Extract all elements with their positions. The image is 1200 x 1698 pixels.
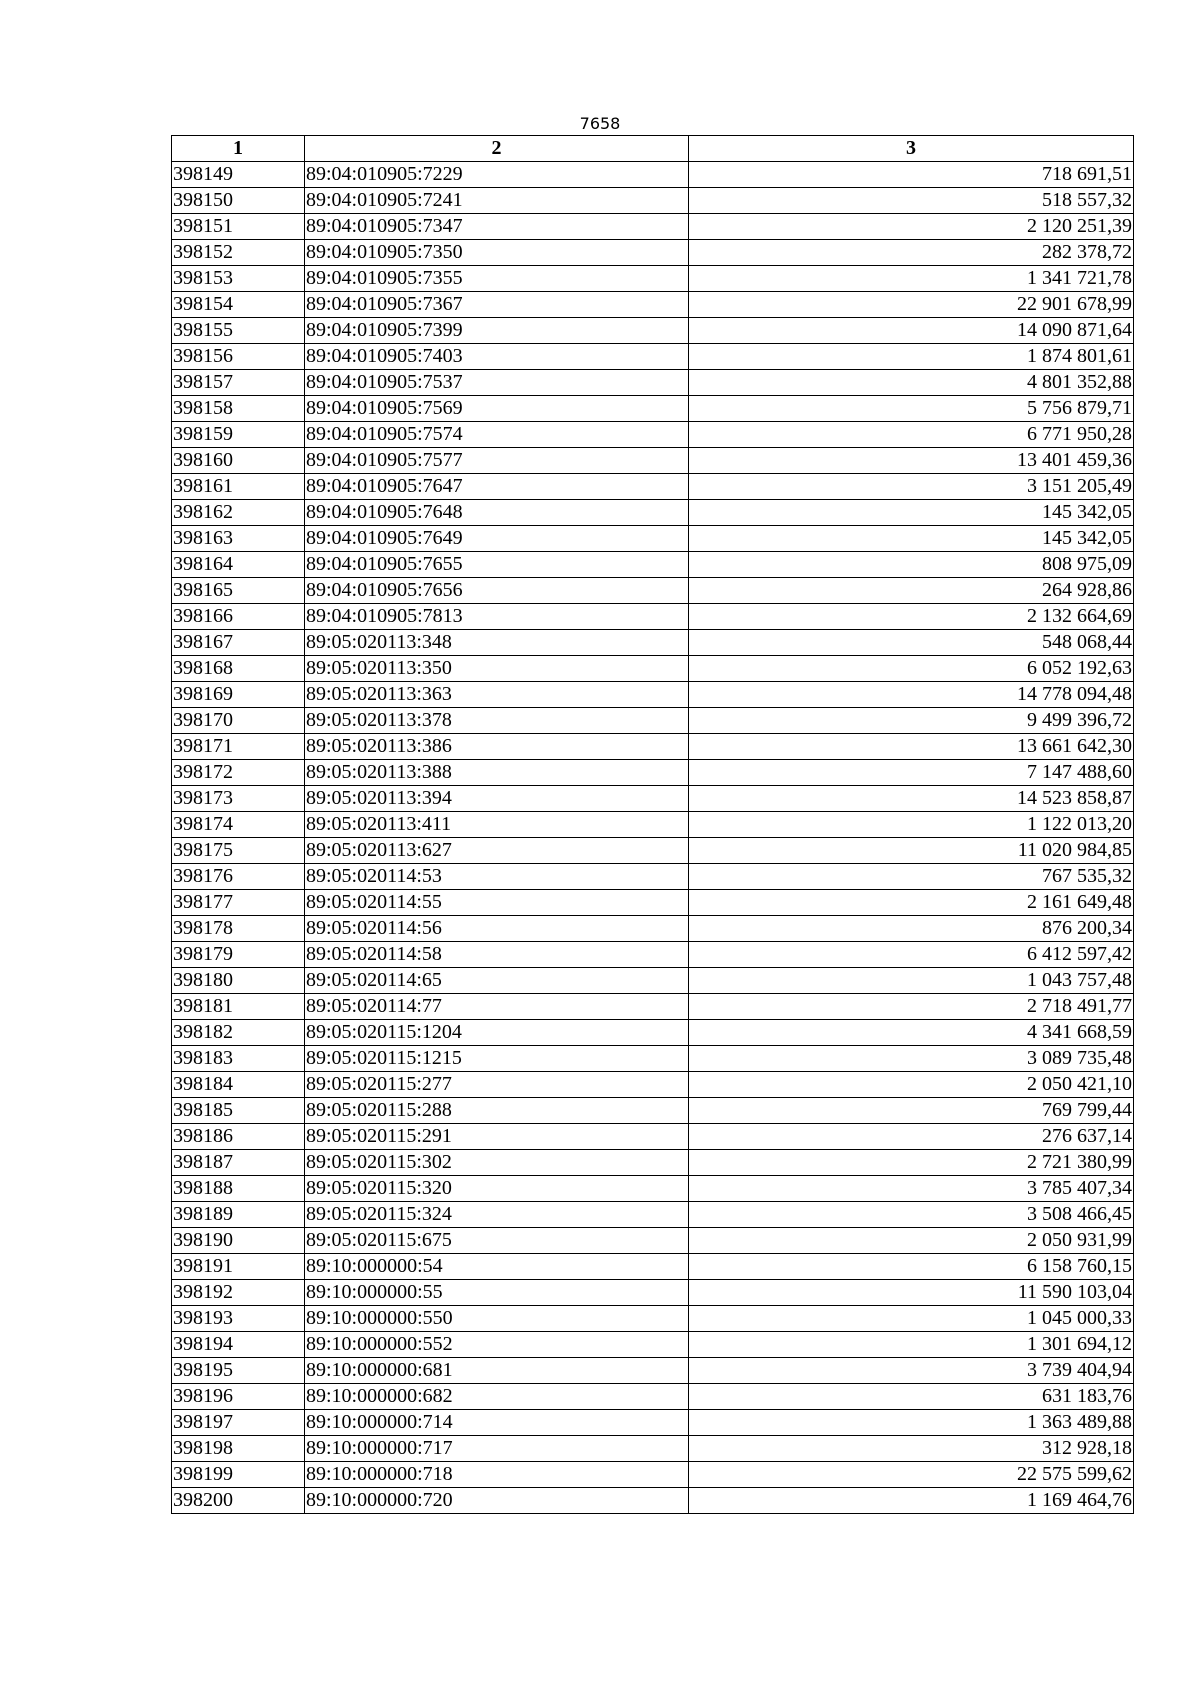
table-body [172, 162, 1134, 1514]
cadastral-number-cell: 89:04:010905:7403 [305, 344, 689, 370]
cadastral-number-cell: 89:04:010905:7577 [305, 448, 689, 474]
row-number-cell: 398199 [172, 1462, 305, 1488]
value-cell: 769 799,44 [689, 1098, 1134, 1124]
cadastral-number-cell: 89:10:000000:720 [305, 1488, 689, 1514]
cadastral-number-cell: 89:05:020114:56 [305, 916, 689, 942]
cadastral-number-cell: 89:10:000000:717 [305, 1436, 689, 1462]
table-row [172, 292, 1134, 318]
table-row [172, 422, 1134, 448]
row-number-cell: 398166 [172, 604, 305, 630]
value-cell: 2 050 931,99 [689, 1228, 1134, 1254]
row-number-cell: 398192 [172, 1280, 305, 1306]
row-number-cell: 398185 [172, 1098, 305, 1124]
value-cell: 2 721 380,99 [689, 1150, 1134, 1176]
value-cell: 3 739 404,94 [689, 1358, 1134, 1384]
table-row [172, 916, 1134, 942]
cadastral-number-cell: 89:04:010905:7656 [305, 578, 689, 604]
registry-table [171, 135, 1134, 1514]
table-row [172, 474, 1134, 500]
table-row [172, 1384, 1134, 1410]
table-row [172, 1280, 1134, 1306]
table-row [172, 1410, 1134, 1436]
row-number-cell: 398163 [172, 526, 305, 552]
value-cell: 1 301 694,12 [689, 1332, 1134, 1358]
value-cell: 718 691,51 [689, 162, 1134, 188]
table-header [172, 136, 1134, 162]
cadastral-number-cell: 89:05:020114:77 [305, 994, 689, 1020]
value-cell: 276 637,14 [689, 1124, 1134, 1150]
value-cell: 7 147 488,60 [689, 760, 1134, 786]
row-number-cell: 398183 [172, 1046, 305, 1072]
cadastral-number-cell: 89:05:020115:1204 [305, 1020, 689, 1046]
row-number-cell: 398194 [172, 1332, 305, 1358]
value-cell: 14 523 858,87 [689, 786, 1134, 812]
table-row [172, 942, 1134, 968]
value-cell: 631 183,76 [689, 1384, 1134, 1410]
value-cell: 13 661 642,30 [689, 734, 1134, 760]
cadastral-number-cell: 89:04:010905:7367 [305, 292, 689, 318]
row-number-cell: 398181 [172, 994, 305, 1020]
value-cell: 2 050 421,10 [689, 1072, 1134, 1098]
cadastral-number-cell: 89:05:020113:378 [305, 708, 689, 734]
table-row [172, 968, 1134, 994]
row-number-cell: 398186 [172, 1124, 305, 1150]
row-number-cell: 398167 [172, 630, 305, 656]
cadastral-number-cell: 89:04:010905:7537 [305, 370, 689, 396]
cadastral-number-cell: 89:10:000000:681 [305, 1358, 689, 1384]
row-number-cell: 398156 [172, 344, 305, 370]
value-cell: 6 052 192,63 [689, 656, 1134, 682]
row-number-cell: 398195 [172, 1358, 305, 1384]
row-number-cell: 398198 [172, 1436, 305, 1462]
cadastral-number-cell: 89:04:010905:7229 [305, 162, 689, 188]
cadastral-number-cell: 89:04:010905:7355 [305, 266, 689, 292]
value-cell: 145 342,05 [689, 500, 1134, 526]
cadastral-number-cell: 89:10:000000:714 [305, 1410, 689, 1436]
value-cell: 3 151 205,49 [689, 474, 1134, 500]
cadastral-number-cell: 89:05:020114:58 [305, 942, 689, 968]
table-row [172, 890, 1134, 916]
table-row [172, 1124, 1134, 1150]
table-row [172, 1150, 1134, 1176]
cadastral-number-cell: 89:05:020114:65 [305, 968, 689, 994]
table-row [172, 1436, 1134, 1462]
table-row [172, 1072, 1134, 1098]
table-row [172, 864, 1134, 890]
cadastral-number-cell: 89:04:010905:7649 [305, 526, 689, 552]
value-cell: 14 090 871,64 [689, 318, 1134, 344]
table-row [172, 1462, 1134, 1488]
value-cell: 2 132 664,69 [689, 604, 1134, 630]
cadastral-number-cell: 89:04:010905:7350 [305, 240, 689, 266]
table-row [172, 1332, 1134, 1358]
cadastral-number-cell: 89:04:010905:7647 [305, 474, 689, 500]
cadastral-number-cell: 89:10:000000:682 [305, 1384, 689, 1410]
cadastral-number-cell: 89:04:010905:7648 [305, 500, 689, 526]
cadastral-number-cell: 89:04:010905:7569 [305, 396, 689, 422]
row-number-cell: 398176 [172, 864, 305, 890]
value-cell: 548 068,44 [689, 630, 1134, 656]
row-number-cell: 398175 [172, 838, 305, 864]
table-row [172, 656, 1134, 682]
cadastral-number-cell: 89:10:000000:55 [305, 1280, 689, 1306]
row-number-cell: 398158 [172, 396, 305, 422]
value-cell: 145 342,05 [689, 526, 1134, 552]
cadastral-number-cell: 89:04:010905:7241 [305, 188, 689, 214]
row-number-cell: 398159 [172, 422, 305, 448]
row-number-cell: 398169 [172, 682, 305, 708]
row-number-cell: 398188 [172, 1176, 305, 1202]
cadastral-number-cell: 89:05:020113:411 [305, 812, 689, 838]
cadastral-number-cell: 89:10:000000:552 [305, 1332, 689, 1358]
value-cell: 2 120 251,39 [689, 214, 1134, 240]
value-cell: 312 928,18 [689, 1436, 1134, 1462]
row-number-cell: 398161 [172, 474, 305, 500]
row-number-cell: 398160 [172, 448, 305, 474]
row-number-cell: 398178 [172, 916, 305, 942]
row-number-cell: 398153 [172, 266, 305, 292]
table-row [172, 266, 1134, 292]
table-row [172, 214, 1134, 240]
row-number-cell: 398173 [172, 786, 305, 812]
row-number-cell: 398171 [172, 734, 305, 760]
row-number-cell: 398154 [172, 292, 305, 318]
row-number-cell: 398197 [172, 1410, 305, 1436]
row-number-cell: 398152 [172, 240, 305, 266]
cadastral-number-cell: 89:05:020113:363 [305, 682, 689, 708]
table-row [172, 708, 1134, 734]
table-row [172, 1228, 1134, 1254]
value-cell: 6 412 597,42 [689, 942, 1134, 968]
value-cell: 6 158 760,15 [689, 1254, 1134, 1280]
cadastral-number-cell: 89:10:000000:718 [305, 1462, 689, 1488]
table-row [172, 240, 1134, 266]
row-number-cell: 398150 [172, 188, 305, 214]
cadastral-number-cell: 89:05:020115:1215 [305, 1046, 689, 1072]
value-cell: 9 499 396,72 [689, 708, 1134, 734]
cadastral-number-cell: 89:05:020114:53 [305, 864, 689, 890]
cadastral-number-cell: 89:05:020113:627 [305, 838, 689, 864]
table-row [172, 552, 1134, 578]
table-row [172, 344, 1134, 370]
row-number-cell: 398189 [172, 1202, 305, 1228]
cadastral-number-cell: 89:05:020114:55 [305, 890, 689, 916]
row-number-cell: 398190 [172, 1228, 305, 1254]
column-header-2: 2 [305, 136, 689, 162]
row-number-cell: 398179 [172, 942, 305, 968]
value-cell: 22 901 678,99 [689, 292, 1134, 318]
value-cell: 1 043 757,48 [689, 968, 1134, 994]
row-number-cell: 398149 [172, 162, 305, 188]
table-row [172, 734, 1134, 760]
value-cell: 767 535,32 [689, 864, 1134, 890]
table-row [172, 396, 1134, 422]
table-row [172, 838, 1134, 864]
table-row [172, 318, 1134, 344]
cadastral-number-cell: 89:10:000000:550 [305, 1306, 689, 1332]
table-row [172, 1254, 1134, 1280]
table-row [172, 1020, 1134, 1046]
row-number-cell: 398165 [172, 578, 305, 604]
row-number-cell: 398162 [172, 500, 305, 526]
header-row [172, 136, 1134, 162]
row-number-cell: 398172 [172, 760, 305, 786]
value-cell: 1 169 464,76 [689, 1488, 1134, 1514]
cadastral-number-cell: 89:04:010905:7399 [305, 318, 689, 344]
cadastral-number-cell: 89:04:010905:7574 [305, 422, 689, 448]
row-number-cell: 398177 [172, 890, 305, 916]
table-row [172, 1488, 1134, 1514]
cadastral-number-cell: 89:05:020113:348 [305, 630, 689, 656]
value-cell: 3 785 407,34 [689, 1176, 1134, 1202]
cadastral-number-cell: 89:05:020113:388 [305, 760, 689, 786]
table-row [172, 162, 1134, 188]
table-row [172, 526, 1134, 552]
table-row [172, 604, 1134, 630]
value-cell: 1 363 489,88 [689, 1410, 1134, 1436]
row-number-cell: 398170 [172, 708, 305, 734]
cadastral-number-cell: 89:05:020115:288 [305, 1098, 689, 1124]
cadastral-number-cell: 89:05:020115:291 [305, 1124, 689, 1150]
page-number: 7658 [579, 114, 621, 133]
table-row [172, 578, 1134, 604]
value-cell: 2 161 649,48 [689, 890, 1134, 916]
value-cell: 808 975,09 [689, 552, 1134, 578]
table-row [172, 1046, 1134, 1072]
cadastral-number-cell: 89:04:010905:7347 [305, 214, 689, 240]
column-header-1: 1 [172, 136, 305, 162]
cadastral-number-cell: 89:05:020115:675 [305, 1228, 689, 1254]
cadastral-number-cell: 89:04:010905:7813 [305, 604, 689, 630]
value-cell: 2 718 491,77 [689, 994, 1134, 1020]
value-cell: 282 378,72 [689, 240, 1134, 266]
table-row [172, 1098, 1134, 1124]
table-row [172, 786, 1134, 812]
table-row [172, 812, 1134, 838]
table-row [172, 760, 1134, 786]
value-cell: 518 557,32 [689, 188, 1134, 214]
cadastral-number-cell: 89:05:020113:394 [305, 786, 689, 812]
row-number-cell: 398168 [172, 656, 305, 682]
value-cell: 1 874 801,61 [689, 344, 1134, 370]
value-cell: 13 401 459,36 [689, 448, 1134, 474]
cadastral-number-cell: 89:04:010905:7655 [305, 552, 689, 578]
table-row [172, 682, 1134, 708]
table-row [172, 500, 1134, 526]
value-cell: 4 801 352,88 [689, 370, 1134, 396]
row-number-cell: 398155 [172, 318, 305, 344]
row-number-cell: 398200 [172, 1488, 305, 1514]
cadastral-number-cell: 89:05:020113:386 [305, 734, 689, 760]
row-number-cell: 398193 [172, 1306, 305, 1332]
column-header-3: 3 [689, 136, 1134, 162]
cadastral-number-cell: 89:05:020115:277 [305, 1072, 689, 1098]
value-cell: 264 928,86 [689, 578, 1134, 604]
row-number-cell: 398151 [172, 214, 305, 240]
cadastral-number-cell: 89:05:020115:324 [305, 1202, 689, 1228]
table-row [172, 1306, 1134, 1332]
value-cell: 1 122 013,20 [689, 812, 1134, 838]
cadastral-number-cell: 89:05:020115:320 [305, 1176, 689, 1202]
value-cell: 11 020 984,85 [689, 838, 1134, 864]
table-row [172, 1176, 1134, 1202]
value-cell: 4 341 668,59 [689, 1020, 1134, 1046]
table-row [172, 630, 1134, 656]
row-number-cell: 398157 [172, 370, 305, 396]
row-number-cell: 398182 [172, 1020, 305, 1046]
table-row [172, 188, 1134, 214]
table-row [172, 448, 1134, 474]
row-number-cell: 398191 [172, 1254, 305, 1280]
value-cell: 3 508 466,45 [689, 1202, 1134, 1228]
table-row [172, 1358, 1134, 1384]
row-number-cell: 398187 [172, 1150, 305, 1176]
row-number-cell: 398196 [172, 1384, 305, 1410]
table-row [172, 994, 1134, 1020]
cadastral-number-cell: 89:10:000000:54 [305, 1254, 689, 1280]
value-cell: 1 045 000,33 [689, 1306, 1134, 1332]
value-cell: 14 778 094,48 [689, 682, 1134, 708]
table-row [172, 370, 1134, 396]
cadastral-number-cell: 89:05:020115:302 [305, 1150, 689, 1176]
value-cell: 6 771 950,28 [689, 422, 1134, 448]
table-row [172, 1202, 1134, 1228]
value-cell: 11 590 103,04 [689, 1280, 1134, 1306]
row-number-cell: 398164 [172, 552, 305, 578]
value-cell: 5 756 879,71 [689, 396, 1134, 422]
value-cell: 876 200,34 [689, 916, 1134, 942]
cadastral-number-cell: 89:05:020113:350 [305, 656, 689, 682]
row-number-cell: 398174 [172, 812, 305, 838]
row-number-cell: 398184 [172, 1072, 305, 1098]
value-cell: 1 341 721,78 [689, 266, 1134, 292]
row-number-cell: 398180 [172, 968, 305, 994]
value-cell: 22 575 599,62 [689, 1462, 1134, 1488]
value-cell: 3 089 735,48 [689, 1046, 1134, 1072]
